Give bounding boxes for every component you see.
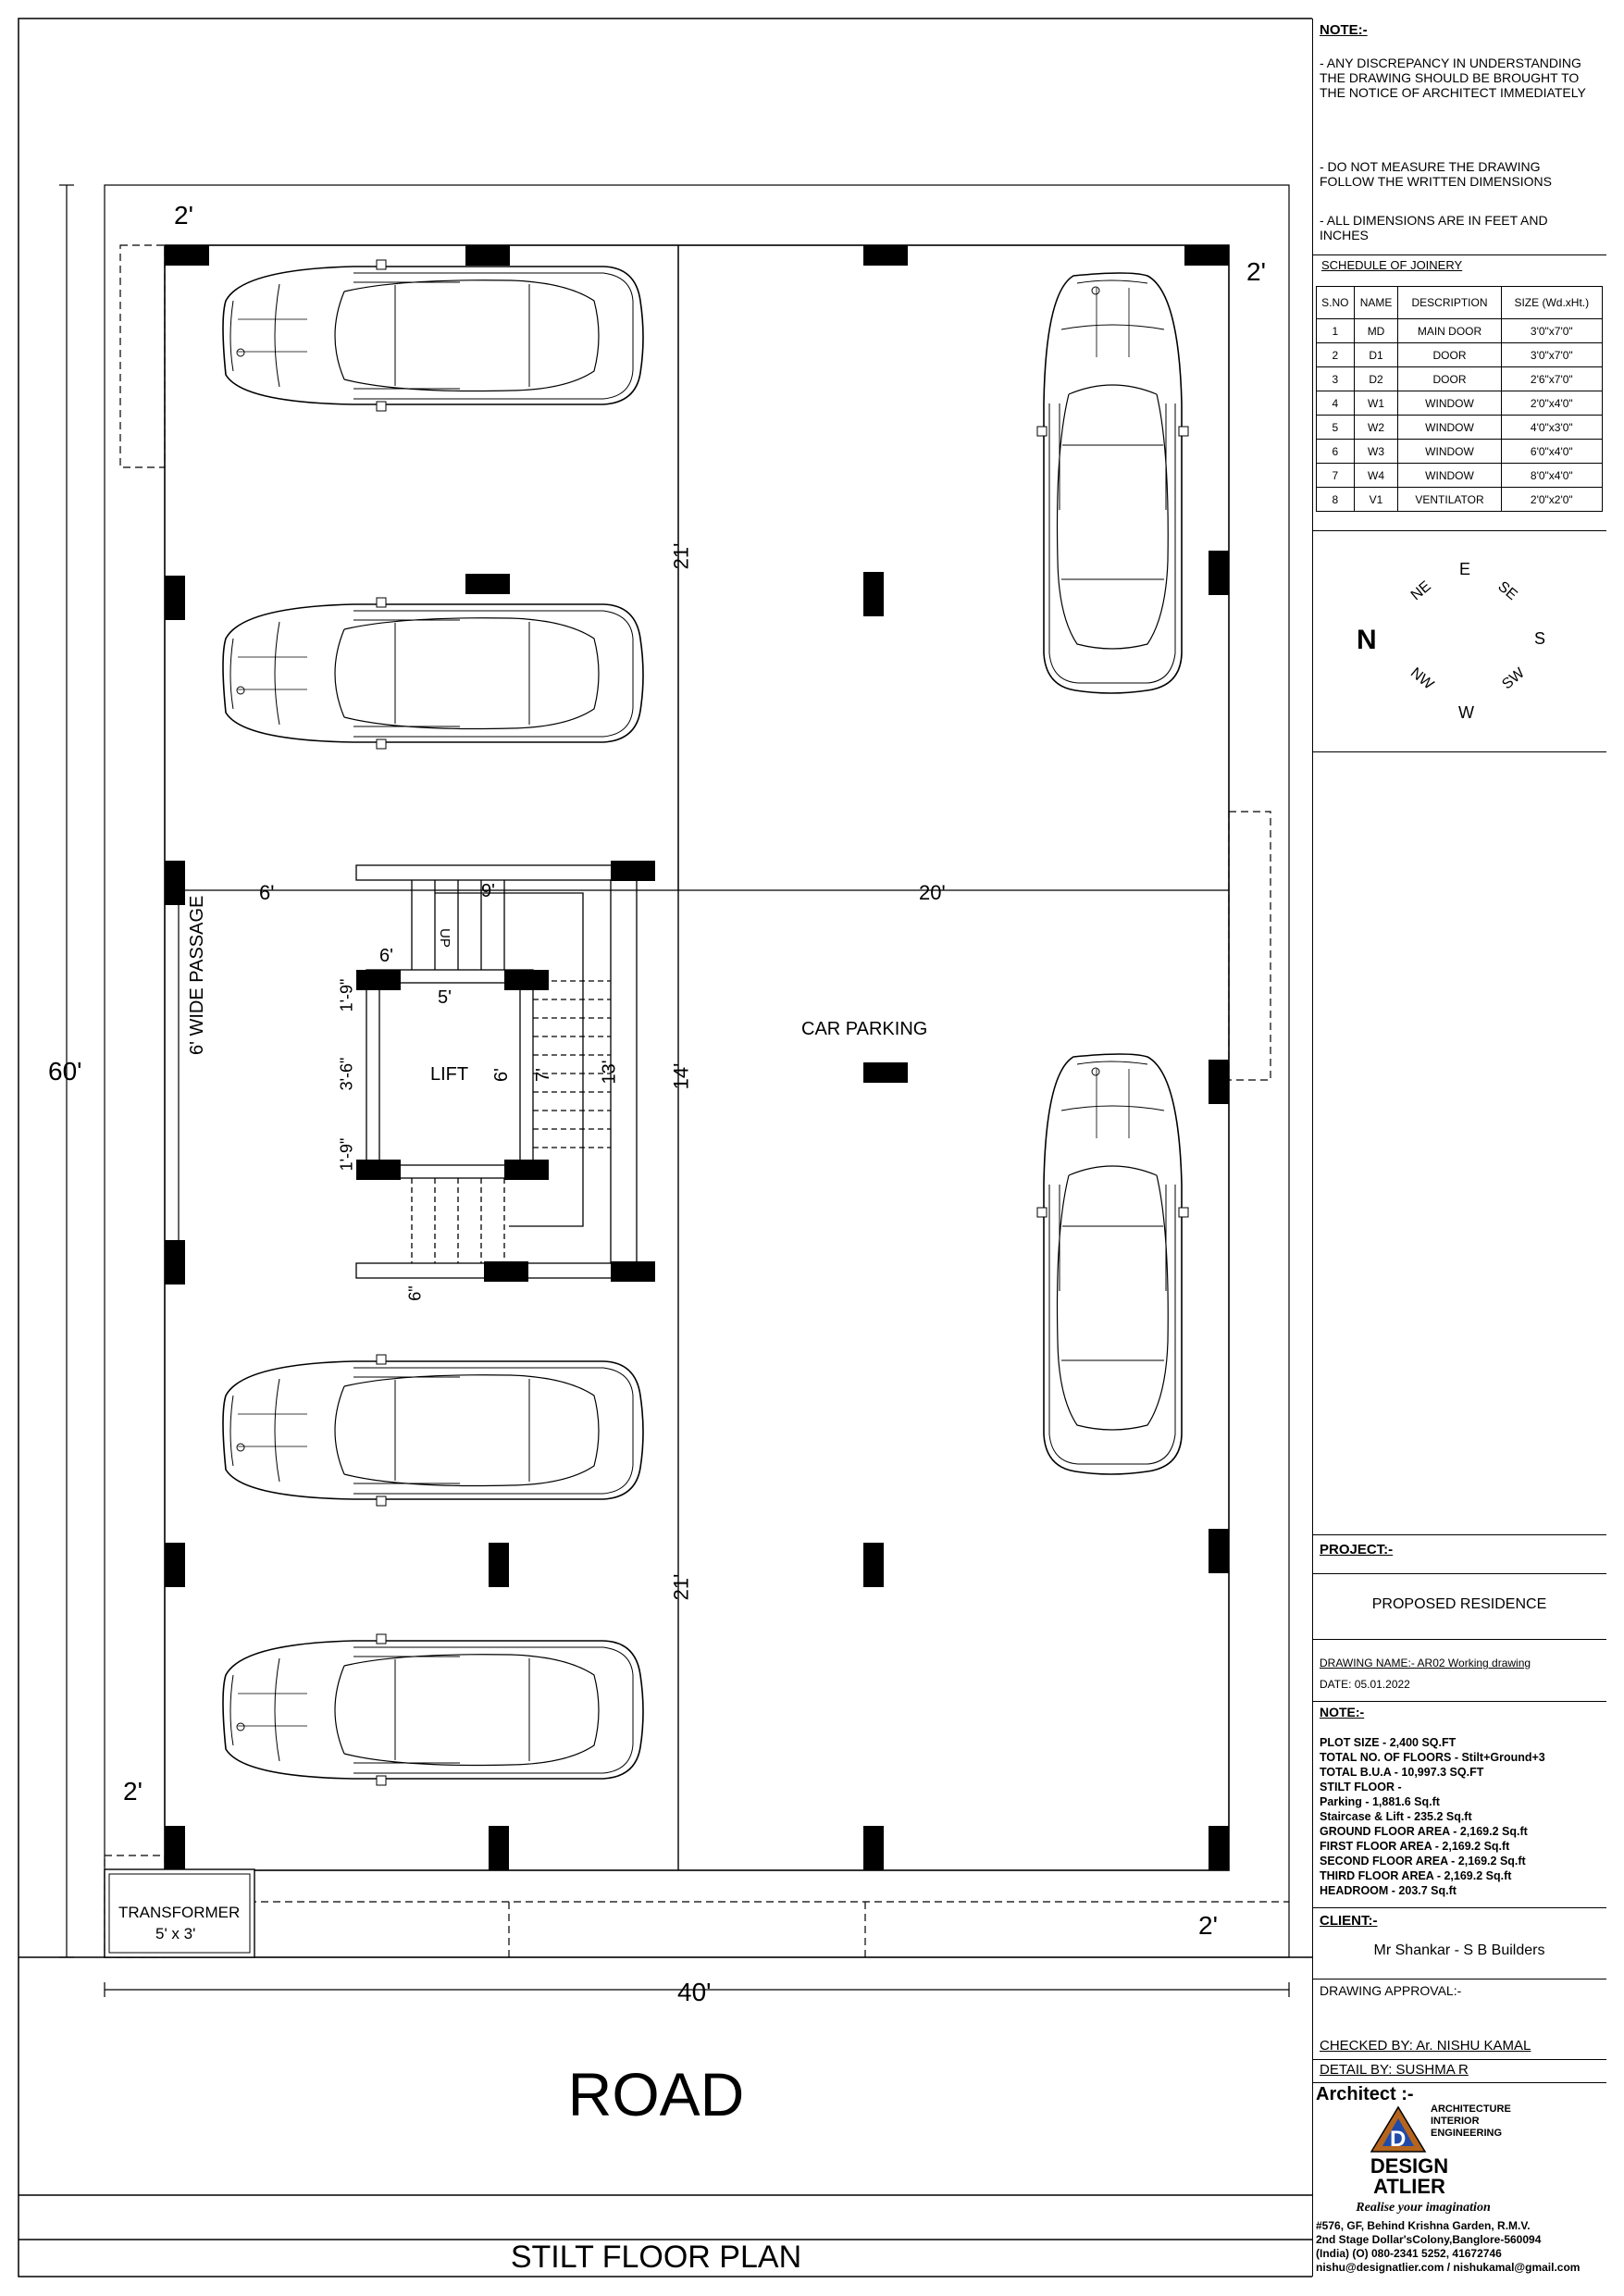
up-label: UP bbox=[436, 928, 452, 948]
dim-2-left-bottom: 2' bbox=[123, 1777, 143, 1806]
dim-6-lift: 6' bbox=[490, 1068, 512, 1082]
dim-2-top: 2' bbox=[174, 201, 193, 230]
parked-car-4 bbox=[223, 1634, 643, 1785]
schedule-header: NAME bbox=[1354, 287, 1398, 319]
architect-brand: DESIGN ATLIER bbox=[1370, 2154, 1449, 2198]
dim-1-9-bottom: 1'-9" bbox=[337, 1137, 356, 1172]
schedule-header: DESCRIPTION bbox=[1398, 287, 1501, 319]
car-parking-label: CAR PARKING bbox=[801, 1019, 928, 1039]
project-label: PROJECT:- bbox=[1320, 1542, 1394, 1558]
dim-9: 9' bbox=[481, 881, 495, 901]
compass-sw-label: SW bbox=[1499, 664, 1528, 693]
client-name: Mr Shankar - S B Builders bbox=[1373, 1942, 1545, 1958]
project-name: PROPOSED RESIDENCE bbox=[1371, 1596, 1547, 1612]
architect-tags: ARCHITECTURE INTERIOR ENGINEERING bbox=[1431, 2104, 1511, 2139]
dim-21-bottom: 21' bbox=[669, 1573, 693, 1601]
architect-tagline: Realise your imagination bbox=[1356, 2201, 1491, 2215]
dim-60: 60' bbox=[48, 1057, 82, 1086]
table-row: 4 W1 WINDOW 2'0"x4'0" bbox=[1317, 391, 1603, 416]
parked-car-2 bbox=[223, 598, 643, 749]
schedule-header: SIZE (Wd.xHt.) bbox=[1501, 287, 1602, 319]
drawing-name: DRAWING NAME:- AR02 Working drawing bbox=[1320, 1657, 1531, 1669]
svg-text:D: D bbox=[1390, 2127, 1407, 2152]
dim-21-top: 21' bbox=[669, 542, 693, 570]
table-row: 7 W4 WINDOW 8'0"x4'0" bbox=[1317, 464, 1603, 488]
checked-by: CHECKED BY: Ar. NISHU KAMAL bbox=[1320, 2038, 1531, 2054]
notes-heading: NOTE:- bbox=[1320, 22, 1368, 38]
compass-ne-label: NE bbox=[1407, 577, 1434, 604]
table-row: 6 W3 WINDOW 6'0"x4'0" bbox=[1317, 440, 1603, 464]
compass-e-label: E bbox=[1459, 560, 1471, 578]
dim-20: 20' bbox=[919, 881, 946, 904]
joinery-schedule-table bbox=[1316, 286, 1603, 512]
dim-40: 40' bbox=[677, 1978, 712, 2006]
dim-2-right-bottom: 2' bbox=[1198, 1911, 1218, 1940]
lift-label: LIFT bbox=[430, 1064, 469, 1085]
detail-by: DETAIL BY: SUSHMA R bbox=[1320, 2062, 1469, 2078]
dim-3-6: 3'-6" bbox=[337, 1057, 356, 1091]
dim-1-9-top: 1'-9" bbox=[337, 978, 356, 1012]
architect-address: #576, GF, Behind Krishna Garden, R.M.V. 2nd Stage Dollar'sColony,Banglore-560094 (India) (O) 080-2341 5252, 41672746 nishu@designatlier.com / nishukamal@gmail.com bbox=[1316, 2219, 1581, 2274]
dim-14: 14' bbox=[669, 1062, 693, 1090]
table-row: 1 MD MAIN DOOR 3'0"x7'0" bbox=[1317, 319, 1603, 343]
dim-5: 5' bbox=[438, 987, 452, 1008]
dim-6-stair: 6' bbox=[379, 946, 393, 966]
table-row: 3 D2 DOOR 2'6"x7'0" bbox=[1317, 367, 1603, 391]
parked-car-5 bbox=[1037, 273, 1188, 693]
architect-logo-icon bbox=[1368, 2105, 1429, 2157]
dim-6-passage: 6' bbox=[259, 881, 275, 904]
compass-nw-label: NW bbox=[1407, 664, 1437, 693]
architect-label: Architect :- bbox=[1316, 2084, 1414, 2104]
transformer-size: 5' x 3' bbox=[155, 1925, 196, 1942]
road-label: ROAD bbox=[567, 2060, 745, 2128]
parked-car-1 bbox=[223, 260, 643, 411]
note-2: - DO NOT MEASURE THE DRAWING FOLLOW THE WRITTEN DIMENSIONS bbox=[1320, 159, 1552, 189]
passage-label: 6' WIDE PASSAGE bbox=[187, 895, 207, 1055]
client-label: CLIENT:- bbox=[1320, 1913, 1378, 1929]
area-note-label: NOTE:- bbox=[1320, 1705, 1365, 1719]
dim-6-inch: 6" bbox=[405, 1285, 425, 1301]
title-block bbox=[1312, 19, 1606, 2277]
transformer-label: TRANSFORMER bbox=[118, 1904, 241, 1921]
parked-car-3 bbox=[223, 1355, 643, 1506]
parked-car-6 bbox=[1037, 1054, 1188, 1474]
approval-label: DRAWING APPROVAL:- bbox=[1320, 1983, 1462, 1998]
table-row: 8 V1 VENTILATOR 2'0"x2'0" bbox=[1317, 488, 1603, 512]
schedule-title: SCHEDULE OF JOINERY bbox=[1321, 258, 1463, 272]
dim-7: 7' bbox=[532, 1068, 553, 1082]
drawing-date: DATE: 05.01.2022 bbox=[1320, 1678, 1410, 1691]
dim-2-right: 2' bbox=[1246, 257, 1266, 286]
note-1: - ANY DISCREPANCY IN UNDERSTANDING THE DRAWING SHOULD BE BROUGHT TO THE NOTICE OF ARCHITECT IMMEDIATELY bbox=[1320, 56, 1586, 100]
area-list: PLOT SIZE - 2,400 SQ.FT TOTAL NO. OF FLOORS - Stilt+Ground+3 TOTAL B.U.A - 10,997.3 SQ.FT STILT FLOOR - Parking - 1,881.6 Sq.ft Staircase & Lift - 235.2 Sq.ft GROUND FLOOR AREA - 2,169.2 Sq.ft FIRST FLOOR AREA - 2,169.2 Sq.ft SECOND FLOOR AREA - 2,169.2 Sq.ft THIRD FLOOR AREA - 2,169.2 Sq.ft HEADROOM - 203.7 Sq.ft bbox=[1320, 1736, 1545, 1897]
compass-se-label: SE bbox=[1494, 578, 1520, 603]
compass-w-label: W bbox=[1458, 703, 1474, 722]
dim-13: 13' bbox=[599, 1060, 620, 1085]
schedule-header: S.NO bbox=[1317, 287, 1355, 319]
table-row: 2 D1 DOOR 3'0"x7'0" bbox=[1317, 343, 1603, 367]
compass-s-label: S bbox=[1534, 629, 1546, 648]
drawing-title: STILT FLOOR PLAN bbox=[510, 2240, 802, 2275]
compass-n-label: N bbox=[1357, 625, 1377, 655]
note-3: - ALL DIMENSIONS ARE IN FEET AND INCHES bbox=[1320, 213, 1548, 242]
table-row: 5 W2 WINDOW 4'0"x3'0" bbox=[1317, 416, 1603, 440]
